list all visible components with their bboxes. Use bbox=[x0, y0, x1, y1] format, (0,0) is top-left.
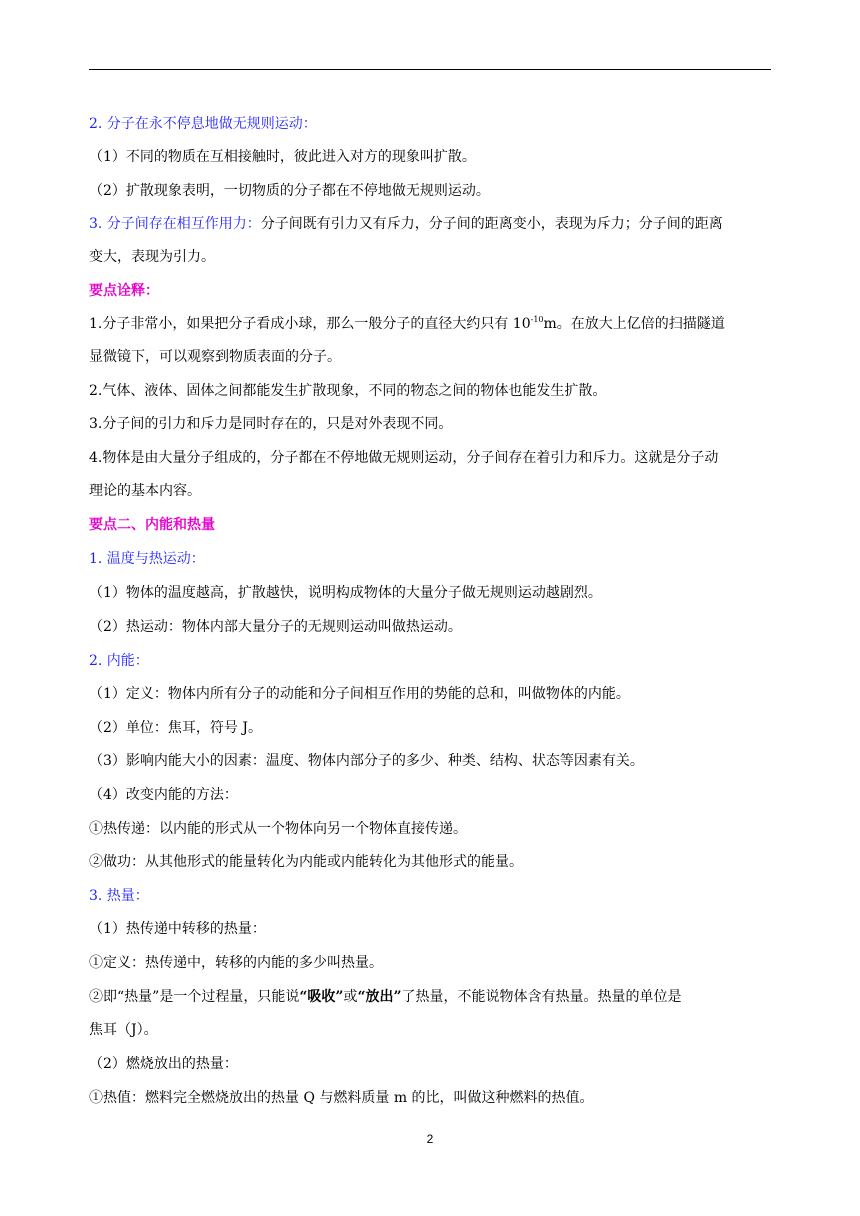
text-line: ①热值：燃料完全燃烧放出的热量 Q 与燃料质量 m 的比，叫做这种燃料的热值。 bbox=[89, 1090, 594, 1106]
exponent: -10 bbox=[530, 315, 544, 324]
text-line: 显微镜下，可以观察到物质表面的分子。 bbox=[89, 349, 341, 365]
text-span: 分子间既有引力又有斥力，分子间的距离变小，表现为斥力；分子间的距离 bbox=[260, 216, 723, 232]
text-line: 理论的基本内容。 bbox=[89, 483, 201, 499]
text-line bbox=[89, 215, 779, 233]
text-line bbox=[89, 315, 779, 333]
text-span: m。在放大上亿倍的扫描隧道 bbox=[543, 316, 725, 332]
text-line bbox=[89, 988, 779, 1006]
heading-temperature: 1. 温度与热运动： bbox=[89, 551, 205, 567]
header-rule bbox=[89, 69, 771, 70]
heading-internal-energy: 2. 内能： bbox=[89, 653, 149, 669]
text-line: （2）扩散现象表明，一切物质的分子都在不停地做无规则运动。 bbox=[89, 183, 490, 199]
heading-heat: 3. 热量： bbox=[89, 888, 149, 904]
text-line: （4）改变内能的方法： bbox=[89, 787, 238, 803]
text-line: 4.物体是由大量分子组成的，分子都在不停地做无规则运动，分子间存在着引力和斥力。这就是分子动 bbox=[89, 450, 719, 466]
bold-term-absorb: “吸收” bbox=[299, 989, 344, 1005]
text-line: （2）燃烧放出的热量： bbox=[89, 1056, 238, 1072]
text-span: ②即“热量”是一个过程量，只能说 bbox=[89, 989, 300, 1005]
text-line: 3.分子间的引力和斥力是同时存在的，只是对外表现不同。 bbox=[89, 416, 453, 432]
text-span: 或 bbox=[343, 989, 358, 1005]
heading-point-two: 要点二、内能和热量 bbox=[89, 517, 215, 533]
text-line: ①热传递：以内能的形式从一个物体向另一个物体直接传递。 bbox=[89, 821, 467, 837]
text-line: （1）定义：物体内所有分子的动能和分子间相互作用的势能的总和，叫做物体的内能。 bbox=[89, 686, 630, 702]
text-line: 2.气体、液体、固体之间都能发生扩散现象，不同的物态之间的物体也能发生扩散。 bbox=[89, 383, 607, 399]
text-span: 1.分子非常小，如果把分子看成小球，那么一般分子的直径大约只有 10 bbox=[89, 316, 531, 332]
text-line: （1）物体的温度越高，扩散越快，说明构成物体的大量分子做无规则运动越剧烈。 bbox=[89, 585, 602, 601]
text-line: 焦耳（J）。 bbox=[89, 1022, 158, 1038]
text-line: （2）热运动：物体内部大量分子的无规则运动叫做热运动。 bbox=[89, 619, 462, 635]
text-line: ②做功：从其他形式的能量转化为内能或内能转化为其他形式的能量。 bbox=[89, 854, 523, 870]
page-number: 2 bbox=[426, 1132, 434, 1146]
heading-key-notes: 要点诠释： bbox=[89, 283, 159, 299]
bold-term-release: “放出” bbox=[357, 989, 402, 1005]
heading-molecular-motion: 2. 分子在永不停息地做无规则运动： bbox=[89, 116, 317, 132]
text-line: （2）单位：焦耳，符号 J。 bbox=[89, 720, 262, 736]
text-line: 变大，表现为引力。 bbox=[89, 249, 215, 265]
text-line: （1）热传递中转移的热量： bbox=[89, 921, 266, 937]
text-span: 了热量，不能说物体含有热量。热量的单位是 bbox=[401, 989, 682, 1005]
text-line: ①定义：热传递中，转移的内能的多少叫热量。 bbox=[89, 955, 383, 971]
text-line: （3）影响内能大小的因素：温度、物体内部分子的多少、种类、结构、状态等因素有关。 bbox=[89, 753, 644, 769]
heading-intermolecular-force: 3. 分子间存在相互作用力： bbox=[89, 216, 261, 232]
text-line: （1）不同的物质在互相接触时，彼此进入对方的现象叫扩散。 bbox=[89, 149, 476, 165]
